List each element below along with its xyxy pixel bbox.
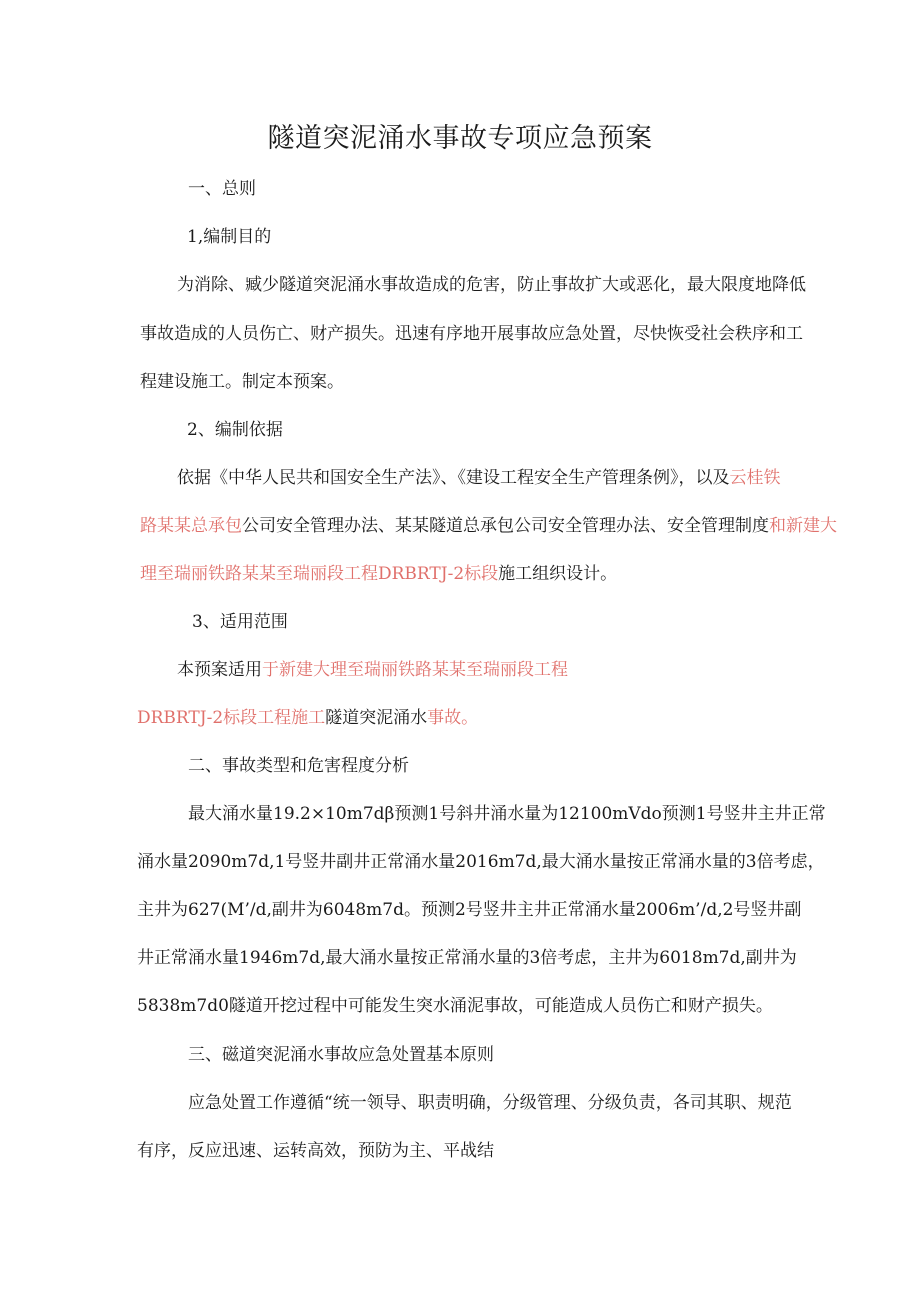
section2-line-5: 5838m7d0隧道开挖过程中可能发生突水涌泥事故，可能造成人员伤亡和财产损失。 <box>137 996 773 1016</box>
sub1-heading: 1,编制目的 <box>187 227 272 247</box>
sub3-line-1-highlight: 于新建大理至瑞丽铁路某某至瑞丽段工程 <box>262 660 568 680</box>
sub3-line-2-text: 隧道突泥涌水 <box>325 708 428 728</box>
sub2-line-2-text: 公司安全管理办法、某某隧道总承包公司安全管理办法、安全管理制度 <box>242 516 769 536</box>
section3-line-1: 应急处置工作遵循“统一领导、职责明确，分级管理、分级负责，各司其职、规范 <box>188 1093 792 1113</box>
section2-line-1: 最大涌水量19.2×10m7dβ预测1号斜井涌水量为12100mVdo预测1号竖井主井正常 <box>188 804 826 824</box>
sub3-line-1-text: 本预案适用 <box>177 660 262 680</box>
sub2-line-3-highlight: 理至瑞丽铁路某某至瑞丽段工程DRBRTJ-2标段 <box>140 564 499 584</box>
section2-heading: 二、事故类型和危害程度分析 <box>188 756 409 776</box>
sub1-line-1: 为消除、臧少隧道突泥涌水事故造成的危害，防止事故扩大或恶化，最大限度地降低 <box>177 275 806 295</box>
section2-line-3: 主井为627(M’/d,副井为6048m7d。预测2号竖井主井正常涌水量2006m’/d,2号竖井副 <box>137 900 802 920</box>
sub2-line-3 <box>140 562 617 586</box>
sub1-line-2: 事故造成的人员伤亡、财产损失。迅速有序地开展事故应急处置，尽快恢受社会秩序和工 <box>140 324 803 344</box>
section3-line-2: 有序，反应迅速、运转高效，预防为主、平战结 <box>137 1141 494 1161</box>
sub2-line-2 <box>140 514 837 538</box>
sub3-line-1 <box>177 658 568 682</box>
sub3-line-2 <box>137 706 478 730</box>
section3-heading: 三、磁道突泥涌水事故应急处置基本原则 <box>188 1045 494 1065</box>
sub3-line-2-highlight-b: 事故。 <box>427 708 479 728</box>
sub2-line-3-text: 施工组织设计。 <box>498 564 618 584</box>
sub2-line-2-highlight-b: 和新建大 <box>769 516 837 536</box>
sub2-line-1-highlight: 云桂铁 <box>729 468 781 488</box>
section1-heading: 一、总则 <box>188 179 256 199</box>
sub3-heading: 3、适用范围 <box>192 612 288 632</box>
section2-line-2: 涌水量2090m7d,1号竖井副井正常涌水量2016m7d,最大涌水量按正常涌水量的3倍考虑， <box>137 852 825 872</box>
sub2-line-1-text: 依据《中华人民共和国安全生产法》、《建设工程安全生产管理条例》，以及 <box>177 468 730 488</box>
sub2-line-1 <box>177 466 781 490</box>
sub3-line-2-highlight-a: DRBRTJ-2标段工程施工 <box>137 708 326 728</box>
sub1-line-3: 程建设施工。制定本预案。 <box>140 372 344 392</box>
section2-line-4: 井正常涌水量1946m7d,最大涌水量按正常涌水量的3倍考虑，主井为6018m7d,副井为 <box>137 948 797 968</box>
document-title: 隧道突泥涌水事故专项应急预案 <box>267 123 653 154</box>
sub2-heading: 2、编制依据 <box>187 420 283 440</box>
sub2-line-2-highlight-a: 路某某总承包 <box>140 516 242 536</box>
